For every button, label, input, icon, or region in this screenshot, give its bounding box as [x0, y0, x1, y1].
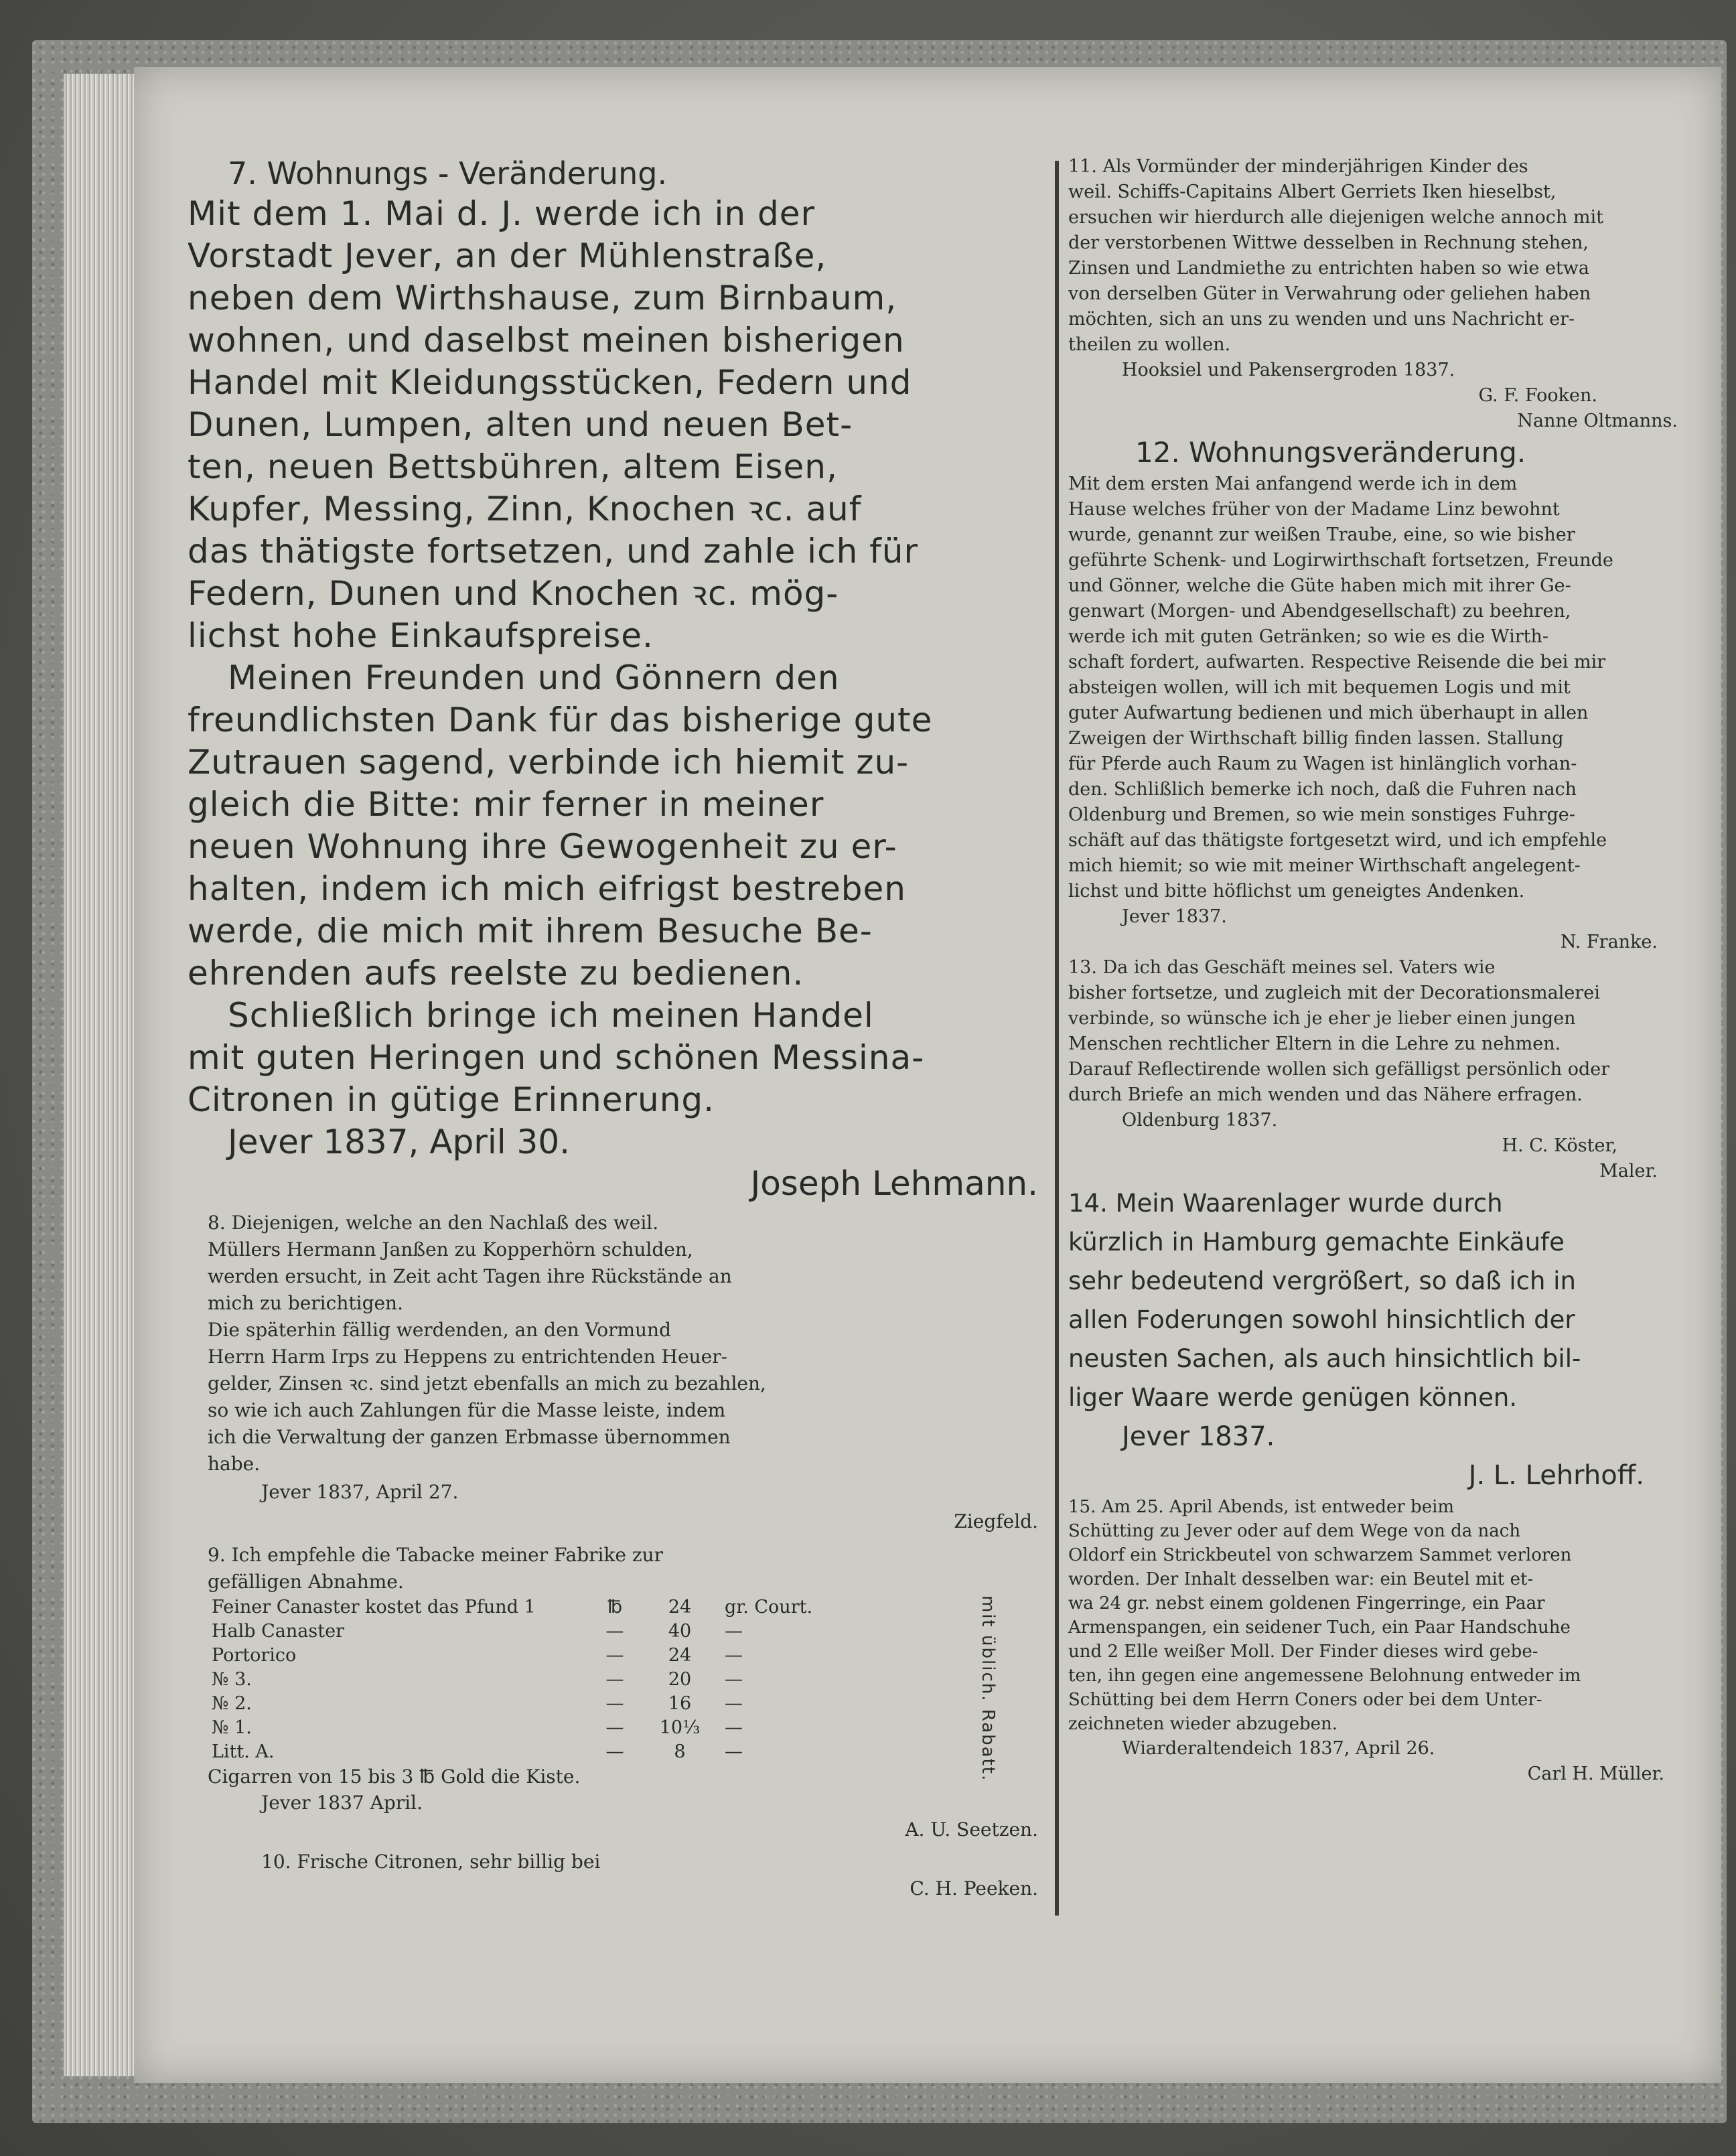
n12-title: 12. Wohnungsveränderung. — [1135, 436, 1526, 469]
n7-body: Mit dem 1. Mai d. J. werde ich in der Vorstadt Jever, an der Mühlenstraße, neben dem Wirthshause, zum Birnbaum, wohnen, und daselbst meinen bisherigen Handel mit Kleidungsstücken, Federn und Dunen, Lumpen, alten und neuen Bet- ten, neuen Bettsbühren, altem Eisen, Kupfer, Messing, Zinn, Knochen ꝛc. auf das thätigste fortsetzen, und zahle ich für Federn, Dunen und Knochen ꝛc. mög- lichst hohe Einkaufspreise. — [188, 194, 918, 655]
tobacco-row — [208, 1692, 816, 1716]
n11-signature-1: G. F. Fooken. — [1478, 385, 1597, 406]
n13-date: Oldenburg 1837. — [1122, 1110, 1278, 1131]
n13-signature-2: Maler. — [1599, 1161, 1658, 1181]
n8-signature: Ziegfeld. — [954, 1510, 1038, 1532]
tobacco-cur: gr. Court. — [725, 1597, 813, 1618]
n8-body2: Die späterhin fällig werdenden, an den Vormund Herrn Harm Irps zu Heppens zu entrichtenden Heuer- gelder, Zinsen ꝛc. sind jetzt ebenfalls an mich zu bezahlen, so wie ich auch Zahlungen für die Masse leiste, indem ich die Verwaltung der ganzen Erbmasse übernommen habe. — [208, 1319, 766, 1475]
tobacco-price: 8 — [674, 1741, 686, 1762]
n12-body: Mit dem ersten Mai anfangend werde ich in dem Hause welches früher von der Madame Linz bewohnt wurde, genannt zur weißen Traube, eine, so wie bisher geführte Schenk- und Logirwirthschaft fortsetzen, Freunde und Gönner, welche die Güte haben mich mit ihrer Ge- genwart (Morgen- und Abendgesellschaft) zu beehren, werde ich mit guten Getränken; so wie es die Wirth- schaft fordert, aufwarten. Respective Reisende die bei mir absteigen wollen, will ich mit bequemen Logis und mit guter Aufwartung bedienen und mich überhaupt in allen Zweigen der Wirthschaft billig finden lassen. Stallung für Pferde auch Raum zu Wagen ist hinlänglich vorhan- den. Schlißlich bemerke ich noch, daß die Fuhren nach Oldenburg und Bremen, so wie mein sonstiges Fuhrge- schäft auf das thätigste fortgesetzt wird, und ich empfehle mich hiemit; so wie mit meiner Wirthschaft angelegent- lichst und bitte höflichst um geneigtes Andenken. — [1068, 474, 1613, 902]
tobacco-cur: — — [725, 1717, 743, 1738]
n15-body: 15. Am 25. April Abends, ist entweder beim Schütting zu Jever oder auf dem Wege von da nach Oldorf ein Strickbeutel von schwarzem Sammet verloren worden. Der Inhalt desselben war: ein Beutel mit et- wa 24 gr. nebst einem goldenen Fingerringe, ein Paar Armenspangen, ein seidener Tuch, ein Paar Handschuhe und 2 Elle weißer Moll. Der Finder dieses wird gebe- ten, ihn gegen eine angemessene Belohnung entweder im Schütting bei dem Herrn Coners oder bei dem Unter- zeichneten wieder abzugeben. — [1068, 1497, 1581, 1734]
tobacco-unit: — — [605, 1645, 624, 1666]
n12-date: Jever 1837. — [1122, 906, 1227, 927]
n15-date: Wiarderaltendeich 1837, April 26. — [1122, 1738, 1435, 1759]
tobacco-name: № 1. — [212, 1717, 252, 1738]
tobacco-price: 16 — [668, 1693, 692, 1714]
tobacco-price: 10⅓ — [659, 1717, 701, 1738]
tobacco-row — [208, 1668, 816, 1692]
n14-signature: J. L. Lehrhoff. — [1468, 1460, 1644, 1491]
newspaper-page — [134, 67, 1721, 2083]
tobacco-unit: ℔ — [607, 1597, 623, 1618]
tobacco-unit: — — [605, 1693, 624, 1714]
tobacco-name: № 3. — [212, 1669, 252, 1690]
n9-date: Jever 1837 April. — [261, 1792, 423, 1814]
tobacco-name: Litt. A. — [212, 1741, 275, 1762]
tobacco-row — [208, 1716, 816, 1740]
page-edges — [64, 74, 134, 2076]
n10-signature: C. H. Peeken. — [910, 1877, 1038, 1899]
tobacco-cur: — — [725, 1741, 743, 1762]
tobacco-cur: — — [725, 1621, 743, 1642]
left-column — [188, 154, 1065, 1902]
tobacco-unit: — — [605, 1669, 624, 1690]
n8-date: Jever 1837, April 27. — [261, 1481, 459, 1503]
tobacco-row — [208, 1595, 816, 1620]
tobacco-row — [208, 1740, 816, 1764]
n15-signature: Carl H. Müller. — [1527, 1764, 1664, 1784]
n8-body: 8. Diejenigen, welche an den Nachlaß des weil. Müllers Hermann Janßen zu Kopperhörn schulden, werden ersucht, in Zeit acht Tagen ihre Rückstände an mich zu berichtigen. — [208, 1212, 732, 1314]
tobacco-name: Halb Canaster — [212, 1621, 344, 1642]
n14-date: Jever 1837. — [1122, 1421, 1275, 1452]
tobacco-cur: — — [725, 1693, 743, 1714]
tobacco-price: 20 — [668, 1669, 692, 1690]
tobacco-cur: — — [725, 1669, 743, 1690]
n14-body: 14. Mein Waarenlager wurde durch kürzlich in Hamburg gemachte Einkäufe sehr bedeutend vergrößert, so daß ich in allen Foderungen sowohl hinsichtlich der neusten Sachen, als auch hinsichtlich bil- liger Waare werde genügen können. — [1068, 1189, 1581, 1412]
n7-body3: Schließlich bringe ich meinen Handel mit guten Heringen und schönen Messina- Citronen in gütige Erinnerung. — [188, 996, 925, 1119]
n11-place: Hooksiel und Pakensergroden 1837. — [1122, 360, 1455, 380]
rabatt-note: mit üblich. Rabatt. — [978, 1595, 998, 1782]
n10-body: 10. Frische Citronen, sehr billig bei — [261, 1851, 601, 1873]
n11-body: 11. Als Vormünder der minderjährigen Kinder des weil. Schiffs-Capitains Albert Gerriets Iken hieselbst, ersuchen wir hierdurch alle diejenigen welche annoch mit der verstorbenen Wittwe desselben in Rechnung stehen, Zinsen und Landmiethe zu entrichten haben so wie etwa von derselben Güter in Verwahrung oder geliehen haben möchten, sich an uns zu wenden und uns Nachricht er- theilen zu wollen. — [1068, 156, 1603, 355]
n7-date: Jever 1837, April 30. — [228, 1123, 571, 1161]
tobacco-unit: — — [605, 1741, 624, 1762]
tobacco-row — [208, 1620, 816, 1644]
tobacco-row — [208, 1644, 816, 1668]
n7-signature: Joseph Lehmann. — [750, 1164, 1038, 1203]
tobacco-name: Portorico — [212, 1645, 297, 1666]
n12-signature: N. Franke. — [1560, 932, 1658, 952]
n13-signature-1: H. C. Köster, — [1502, 1135, 1617, 1156]
n7-title: 7. Wohnungs - Veränderung. — [228, 155, 668, 192]
tobacco-name: № 2. — [212, 1693, 252, 1714]
tobacco-price: 24 — [668, 1645, 692, 1666]
n9-cigars: Cigarren von 15 bis 3 ℔ Gold die Kiste. — [208, 1766, 581, 1788]
tobacco-price: 24 — [668, 1597, 692, 1618]
n7-body2: Meinen Freunden und Gönnern den freundlichsten Dank für das bisherige gute Zutrauen sagend, verbinde ich hiemit zu- gleich die Bitte: mir ferner in meiner neuen Wohnung ihre Gewogenheit zu er- halten, indem ich mich eifrigst bestreben werde, die mich mit ihrem Besuche Be- ehrenden aufs reelste zu bedienen. — [188, 658, 933, 993]
n9-body: 9. Ich empfehle die Tabacke meiner Fabrike zur gefälligen Abnahme. — [208, 1544, 664, 1593]
n11-signature-2: Nanne Oltmanns. — [1517, 411, 1678, 431]
tobacco-cur: — — [725, 1645, 743, 1666]
tobacco-unit: — — [605, 1717, 624, 1738]
n13-body: 13. Da ich das Geschäft meines sel. Vaters wie bisher fortsetze, und zugleich mit der Decorationsmalerei verbinde, so wünsche ich je eher je lieber einen jungen Menschen rechtlicher Eltern in die Lehre zu nehmen. Darauf Reflectirende wollen sich gefälligst persönlich oder durch Briefe an mich wenden und das Nähere erfragen. — [1068, 957, 1610, 1105]
right-column — [1068, 154, 1698, 1787]
n9-signature: A. U. Seetzen. — [905, 1818, 1038, 1841]
tobacco-table — [208, 1595, 816, 1764]
tobacco-price: 40 — [668, 1621, 692, 1642]
tobacco-name: Feiner Canaster kostet das Pfund 1 — [212, 1597, 536, 1618]
tobacco-unit: — — [605, 1621, 624, 1642]
